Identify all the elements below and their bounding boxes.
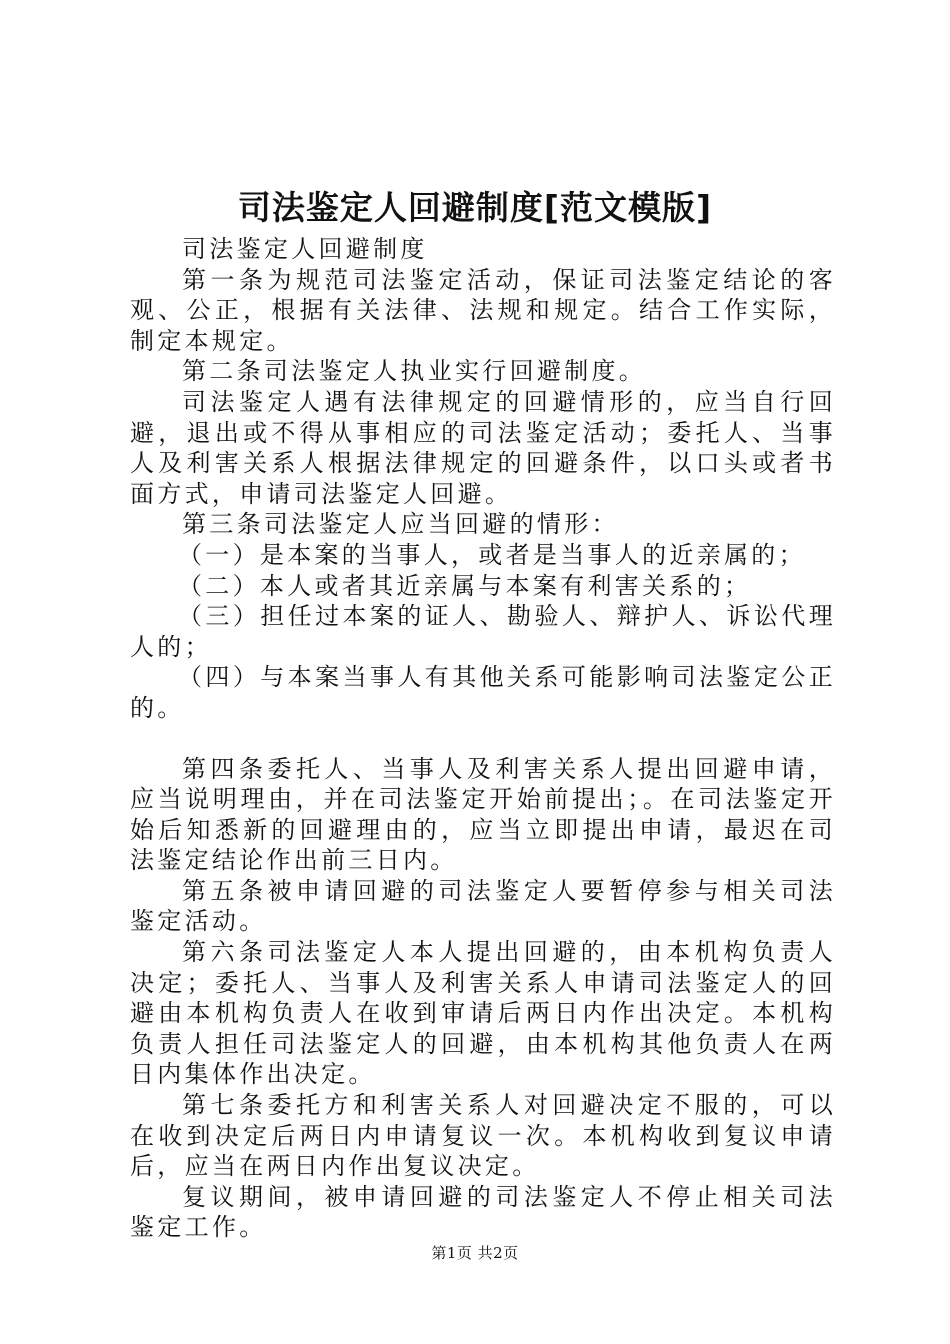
paragraph-article-6: 第六条司法鉴定人本人提出回避的，由本机构负责人决定；委托人、当事人及利害关系人申请司法鉴定人的回避由本机构负责人在收到审请后两日内作出决定。本机构负责人担任司法鉴定人的回避，由本机构其他负责人在两日内集体作出决定。 (130, 938, 836, 1089)
page-number: 第1页 共2页 (431, 1244, 519, 1262)
paragraph-spacer (130, 724, 836, 754)
paragraph-review-period: 复议期间，被申请回避的司法鉴定人不停止相关司法鉴定工作。 (130, 1182, 836, 1242)
list-item-3: （三）担任过本案的证人、勘验人、辩护人、诉讼代理人的； (130, 602, 836, 661)
list-item-1: （一）是本案的当事人，或者是当事人的近亲属的； (178, 540, 806, 569)
paragraph-article-2: 第二条司法鉴定人执业实行回避制度。 (182, 357, 647, 386)
paragraph-article-3: 第三条司法鉴定人应当回避的情形： (182, 510, 619, 539)
document-title: 司法鉴定人回避制度[范文模版] (237, 188, 713, 227)
paragraph-heading: 司法鉴定人回避制度 (182, 235, 428, 263)
paragraph-article-1: 第一条为规范司法鉴定活动，保证司法鉴定结论的客观、公正，根据有关法律、法规和规定。结合工作实际，制定本规定。 (130, 265, 836, 355)
paragraph-article-5: 第五条被申请回避的司法鉴定人要暂停参与相关司法鉴定活动。 (130, 876, 836, 936)
document-body (130, 234, 836, 1243)
paragraph-article-2-detail: 司法鉴定人遇有法律规定的回避情形的，应当自行回避，退出或不得从事相应的司法鉴定活动；委托人、当事人及利害关系人根据法律规定的回避条件，以口头或者书面方式，申请司法鉴定人回避。 (130, 387, 836, 508)
list-item-4: （四）与本案当事人有其他关系可能影响司法鉴定公正的。 (130, 663, 836, 722)
list-item-2: （二）本人或者其近亲属与本案有利害关系的； (178, 571, 752, 600)
paragraph-article-4: 第四条委托人、当事人及利害关系人提出回避申请，应当说明理由，并在司法鉴定开始前提出；。在司法鉴定开始后知悉新的回避理由的，应当立即提出申请，最迟在司法鉴定结论作出前三日内。 (130, 754, 836, 875)
paragraph-article-7: 第七条委托方和利害关系人对回避决定不服的，可以在收到决定后两日内申请复议一次。本机构收到复议申请后，应当在两日内作出复议决定。 (130, 1091, 836, 1181)
